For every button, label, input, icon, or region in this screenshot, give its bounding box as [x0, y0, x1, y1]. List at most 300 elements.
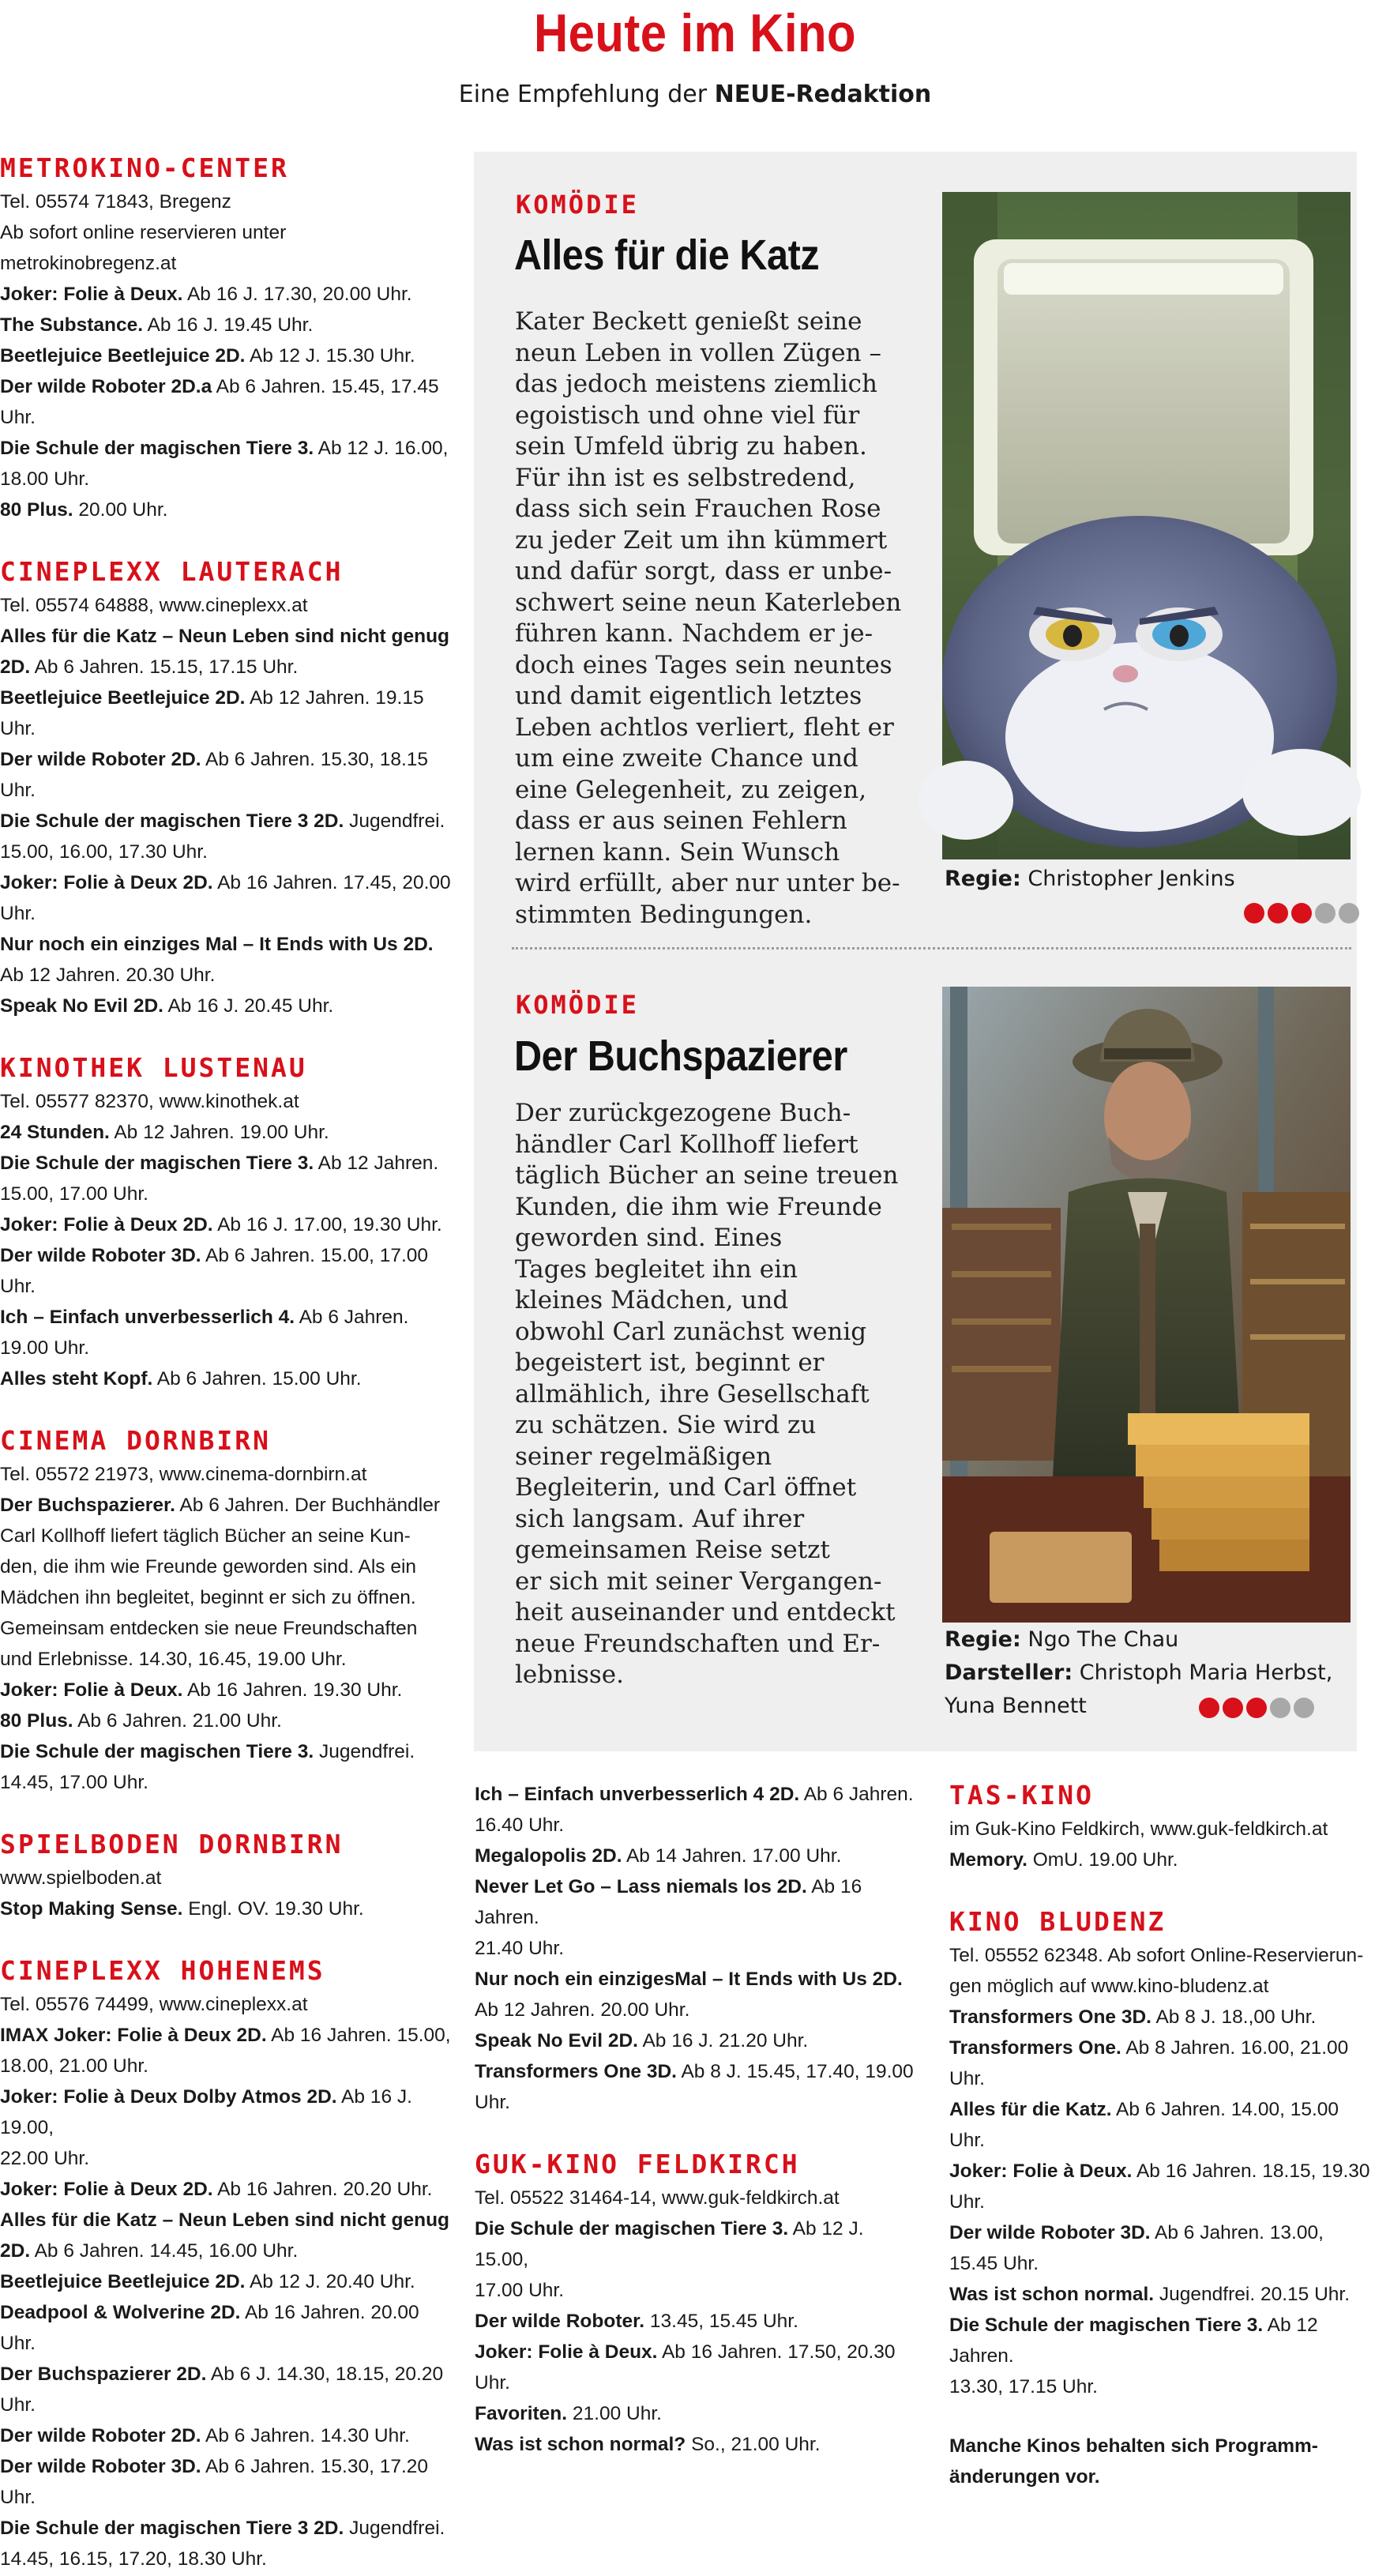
listing-title: Der wilde Roboter 2D. — [0, 2425, 201, 2446]
review-body-line: doch eines Tages sein neuntes — [515, 650, 892, 679]
listing-title: Alles steht Kopf. — [0, 1368, 153, 1390]
listing-title: Joker: Folie à Deux Dolby Atmos 2D. — [0, 2086, 337, 2108]
cinema-gap — [0, 1926, 454, 1953]
movie-still-bookshop-image — [942, 987, 1351, 1623]
listing-title: 80 Plus. — [0, 1710, 73, 1732]
listing-title: Der wilde Roboter 3D. — [0, 1245, 201, 1266]
listing-text: Tel. 05577 82370, www.kinothek.at — [0, 1091, 299, 1112]
review-body-line: Kater Beckett genießt seine — [515, 307, 862, 336]
listing-line — [0, 1459, 454, 1490]
rating-dot-empty — [1270, 1698, 1290, 1718]
listing-text: Ab 8 Jahren. 16.00, 21.00 Uhr. — [949, 2037, 1349, 2089]
listing-text: 18.00 Uhr. — [0, 468, 90, 490]
listing-line — [475, 1964, 917, 1995]
listing-text: Ab 12 J. 20.40 Uhr. — [245, 2271, 415, 2292]
listing-line — [0, 1148, 454, 1179]
listing-text: Ab 6 Jahren. 15.00, 17.00 Uhr. — [0, 1245, 428, 1297]
listing-text: Ab 16 J. 17.30, 20.00 Uhr. — [182, 284, 412, 305]
listing-title: Die Schule der magischen Tiere 3. — [949, 2315, 1264, 2336]
review-body-line: seiner regelmäßigen — [515, 1442, 772, 1471]
listing-text: Ab 14 Jahren. 17.00 Uhr. — [622, 1845, 842, 1867]
review-body-line: lebnisse. — [515, 1660, 625, 1689]
review-body-line: eine Gelegenheit, zu zeigen, — [515, 775, 867, 804]
review-body-line: händler Carl Kollhoff liefert — [515, 1130, 858, 1159]
listing-title: Der wilde Roboter. — [475, 2311, 645, 2332]
listing-line — [0, 2205, 454, 2236]
listing-line — [475, 1779, 917, 1810]
listing-title: Der wilde Roboter 2D.a — [0, 376, 212, 397]
listing-text: Ab 16 Jahren. 17.45, 20.00 — [212, 872, 451, 893]
listing-line — [0, 744, 454, 806]
credit-label: Regie: — [945, 1627, 1021, 1652]
listing-title: Beetlejuice Beetlejuice 2D. — [0, 2271, 246, 2292]
listing-text: den, die ihm wie Freunde geworden sind. Als ein — [0, 1556, 417, 1578]
listing-line — [0, 279, 454, 310]
listing-text: Ab 6 Jahren. 15.45, 17.45 Uhr. — [0, 376, 439, 428]
listing-line — [475, 2056, 917, 2118]
review-body-line: führen kann. Nachdem er je- — [515, 619, 873, 648]
listing-line — [0, 186, 454, 217]
listing-line — [949, 2279, 1376, 2310]
listing-title: Der wilde Roboter 2D. — [0, 749, 201, 770]
listing-title: Der wilde Roboter 3D. — [949, 2222, 1151, 2243]
rating-dot-filled — [1268, 903, 1288, 923]
listing-line — [0, 1705, 454, 1736]
listing-line — [0, 590, 454, 621]
listing-title: Die Schule der magischen Tiere 3. — [0, 438, 314, 459]
listing-line — [0, 1302, 454, 1333]
review-body-line: gemeinsamen Reise setzt — [515, 1536, 830, 1564]
subtitle-bold: NEUE-Redaktion — [714, 81, 932, 108]
listing-title: Alles für die Katz. — [949, 2099, 1112, 2120]
listing-text: 15.00, 16.00, 17.30 Uhr. — [0, 841, 208, 863]
listing-line — [0, 2420, 454, 2451]
listing-text: Engl. OV. 19.30 Uhr. — [182, 1898, 364, 1920]
listing-title: Der wilde Roboter 3D. — [0, 2456, 201, 2477]
review-body-line: egoistisch und ohne viel für — [515, 401, 860, 430]
review-body-line: sein Umfeld übrig zu haben. — [515, 432, 867, 461]
listing-line — [949, 1845, 1376, 1875]
listing-text: Ab sofort online reservieren unter — [0, 222, 287, 243]
listing-text: Ab 12 J. 15.00, — [475, 2218, 864, 2270]
listing-title: Was ist schon normal? — [475, 2434, 686, 2455]
listing-title: Der Buchspazierer. — [0, 1495, 175, 1516]
listing-line — [0, 1117, 454, 1148]
listing-title: Transformers One. — [949, 2037, 1121, 2059]
listing-line — [0, 2081, 454, 2143]
review-genre: KOMÖDIE — [516, 190, 639, 220]
listing-line — [475, 2025, 917, 2056]
listing-title: Joker: Folie à Deux. — [0, 1679, 183, 1701]
review-body — [515, 1098, 926, 1691]
cinema-gap — [475, 2119, 917, 2146]
listing-text: Ab 6 Jahren. Der Buchhändler — [175, 1495, 441, 1516]
review-body-line: Der zurückgezogene Buch- — [515, 1099, 851, 1127]
listing-text: Ab 6 Jahren. 15.00 Uhr. — [152, 1368, 362, 1390]
cinema-block — [0, 1050, 454, 1394]
right-listings-column — [949, 1777, 1376, 2494]
listing-line — [0, 991, 454, 1021]
listing-line — [0, 806, 454, 837]
listing-title: Beetlejuice Beetlejuice 2D. — [0, 687, 246, 709]
listing-line — [949, 2156, 1376, 2217]
listing-text: Gemeinsam entdecken sie neue Freundschaften — [0, 1618, 418, 1639]
listing-line — [0, 837, 454, 867]
listing-title: Joker: Folie à Deux 2D. — [0, 1214, 213, 1235]
listing-line — [949, 2033, 1376, 2094]
review-body-line: Kunden, die ihm wie Freunde — [515, 1192, 882, 1221]
listing-line — [475, 2183, 917, 2213]
review-credits — [945, 863, 1235, 896]
bookshop-illustration — [942, 987, 1351, 1623]
listing-title: 2D. — [0, 2240, 31, 2262]
listing-line — [0, 1521, 454, 1551]
listing-text: Ab 12 Jahren. 19.15 Uhr. — [0, 687, 424, 739]
listing-title: Beetlejuice Beetlejuice 2D. — [0, 345, 246, 367]
listing-text: Jugendfrei. 20.15 Uhr. — [1154, 2284, 1351, 2305]
listing-title: Die Schule der magischen Tiere 3. — [0, 1741, 314, 1762]
listing-text: Ab 16 Jahren. 15.00, — [266, 2025, 451, 2046]
listing-line — [949, 2094, 1376, 2156]
listing-line — [475, 2213, 917, 2275]
listing-line — [0, 217, 454, 248]
rating-dot-empty — [1315, 903, 1336, 923]
listing-title: Ich – Einfach unverbesserlich 4. — [0, 1307, 295, 1328]
listing-line — [0, 960, 454, 991]
listing-line — [0, 1863, 454, 1893]
listing-title: Deadpool & Wolverine 2D. — [0, 2302, 241, 2323]
movie-still-cat-image — [942, 192, 1351, 859]
listing-text: Tel. 05574 64888, www.cineplexx.at — [0, 595, 308, 616]
rating-dot-filled — [1244, 903, 1264, 923]
listing-line — [475, 1841, 917, 1871]
listing-text: Ab 16 Jahren. — [475, 1876, 862, 1928]
listing-line — [949, 2310, 1376, 2371]
cinema-block — [0, 150, 454, 525]
listing-title: Favoriten. — [475, 2403, 568, 2424]
listing-text: Ab 16 Jahren. 20.20 Uhr. — [212, 2179, 433, 2200]
review-separator — [512, 947, 1351, 950]
review-rating — [1199, 1698, 1314, 1718]
listing-text: 20.00 Uhr. — [73, 499, 168, 521]
listing-line — [949, 2002, 1376, 2033]
listing-text: 22.00 Uhr. — [0, 2148, 90, 2169]
credit-label: Regie: — [945, 867, 1021, 891]
listing-title: Die Schule der magischen Tiere 3 2D. — [0, 810, 344, 832]
listing-text: metrokinobregenz.at — [0, 253, 177, 274]
listing-line — [949, 2431, 1376, 2461]
listing-text: Ab 6 Jahren. 21.00 Uhr. — [73, 1710, 282, 1732]
cinema-gap — [949, 2404, 1376, 2431]
listing-line — [0, 1675, 454, 1705]
listing-text: 18.00, 21.00 Uhr. — [0, 2055, 148, 2077]
listing-text: 21.40 Uhr. — [475, 1938, 565, 1959]
review-body-line: obwohl Carl zunächst wenig — [515, 1317, 867, 1346]
listing-text: 17.00 Uhr. — [475, 2280, 565, 2301]
listing-line — [949, 2371, 1376, 2402]
listing-title: änderungen vor. — [949, 2466, 1100, 2488]
listing-title: 24 Stunden. — [0, 1122, 110, 1143]
listing-text: gen möglich auf www.kino-bludenz.at — [949, 1976, 1269, 1997]
listing-title: Speak No Evil 2D. — [475, 2030, 638, 2051]
cinema-block — [0, 1953, 454, 2574]
review-body — [515, 306, 926, 931]
review-body-line: stimmten Bedingungen. — [515, 900, 813, 929]
review-body-line: allmählich, ihre Gesellschaft — [515, 1379, 870, 1408]
listing-line — [949, 2217, 1376, 2279]
listing-text: Uhr. — [0, 903, 36, 924]
review-body-line: Begleiterin, und Carl öffnet — [515, 1473, 857, 1502]
review-body-line: begeistert ist, beginnt er — [515, 1348, 825, 1377]
listing-line — [475, 1933, 917, 1964]
listing-line — [0, 2051, 454, 2081]
listing-title: Joker: Folie à Deux. — [475, 2341, 658, 2363]
listing-line — [0, 1490, 454, 1521]
listing-line — [0, 1613, 454, 1644]
listing-line — [0, 1893, 454, 1924]
credit-line — [945, 1623, 1332, 1657]
listing-text: 14.45, 17.00 Uhr. — [0, 1772, 148, 1793]
listing-text: OmU. 19.00 Uhr. — [1027, 1849, 1178, 1871]
cinema-block — [475, 2146, 917, 2460]
listing-text: 13.45, 15.45 Uhr. — [644, 2311, 798, 2332]
review-body-line: und damit eigentlich letztes — [515, 682, 862, 710]
cinema-gap — [0, 1396, 454, 1423]
listing-line — [0, 2544, 454, 2574]
listing-line — [949, 1814, 1376, 1845]
listing-text: Ab 6 Jahren. 14.45, 16.00 Uhr. — [30, 2240, 299, 2262]
credit-line — [945, 863, 1235, 896]
cinema-block — [0, 554, 454, 1021]
listing-text: Ab 12 Jahren. — [314, 1153, 439, 1174]
listing-text: Tel. 05552 62348. Ab sofort Online-Reservierun- — [949, 1945, 1364, 1966]
cinema-block — [949, 2431, 1376, 2492]
listing-line — [0, 867, 454, 898]
listing-text: Ab 6 Jahren. 14.00, 15.00 Uhr. — [949, 2099, 1339, 2151]
listing-line — [0, 2451, 454, 2513]
listing-line — [0, 2020, 454, 2051]
cinema-block — [0, 1423, 454, 1798]
review-body-line: sich langsam. Auf ihrer — [515, 1504, 805, 1533]
listing-text: Jugendfrei. — [344, 810, 445, 832]
listing-title: Ich – Einfach unverbesserlich 4 2D. — [475, 1784, 800, 1805]
cinema-block — [949, 1777, 1376, 1875]
cinema-gap — [949, 1877, 1376, 1904]
listing-text: Tel. 05572 21973, www.cinema-dornbirn.at — [0, 1464, 367, 1485]
listing-line — [0, 371, 454, 433]
listing-line — [475, 1810, 917, 1841]
subtitle-prefix: Eine Empfehlung der — [458, 81, 715, 108]
rating-dot-empty — [1339, 903, 1359, 923]
listing-text: Ab 16 J. 19.45 Uhr. — [143, 314, 314, 336]
review-body-line: zu schätzen. Sie wird zu — [515, 1411, 817, 1439]
review-body-line: wird erfüllt, aber nur unter be- — [515, 869, 900, 897]
listing-line — [475, 2275, 917, 2306]
review-body-line: Leben achtlos verliert, fleht er — [515, 713, 894, 742]
listing-text: 21.00 Uhr. — [567, 2403, 662, 2424]
listing-text: im Guk-Kino Feldkirch, www.guk-feldkirch.at — [949, 1818, 1328, 1840]
review-body-line: schwert seine neun Katerleben — [515, 588, 902, 617]
listing-title: Nur noch ein einziges Mal – It Ends with Us 2D. — [0, 934, 434, 955]
listing-text: Ab 6 J. 14.30, 18.15, 20.20 Uhr. — [0, 2364, 444, 2416]
listing-line — [0, 1209, 454, 1240]
credit-line — [945, 1657, 1332, 1690]
review-body-line: dass sich sein Frauchen Rose — [515, 495, 881, 523]
listing-text: 19.00 Uhr. — [0, 1337, 90, 1359]
listing-title: Nur noch ein einzigesMal – It Ends with Us 2D. — [475, 1969, 903, 1990]
listing-text: 14.45, 16.15, 17.20, 18.30 Uhr. — [0, 2548, 267, 2570]
review-body-line: zu jeder Zeit um ihn kümmert — [515, 525, 888, 555]
cinema-block — [475, 1779, 917, 2118]
review-body-line: Tages begleitet ihn ein — [515, 1254, 798, 1284]
cinema-name: CINEPLEXX HOHENEMS — [0, 1955, 325, 1986]
listing-title: Transformers One 3D. — [475, 2061, 677, 2082]
listing-line — [0, 433, 454, 464]
listing-line — [0, 652, 454, 683]
credit-value: Yuna Bennett — [945, 1694, 1087, 1718]
listing-title: Die Schule der magischen Tiere 3 2D. — [0, 2518, 344, 2539]
listing-text: Ab 6 Jahren. 15.30, 17.20 Uhr. — [0, 2456, 428, 2508]
cat-illustration — [942, 192, 1351, 859]
listing-line — [475, 1871, 917, 1933]
listing-text: www.spielboden.at — [0, 1867, 162, 1889]
listing-title: Alles für die Katz – Neun Leben sind nicht genug — [0, 2209, 450, 2231]
review-body-line: lernen kann. Sein Wunsch — [515, 837, 840, 867]
listing-title: Joker: Folie à Deux 2D. — [0, 872, 213, 893]
listing-title: IMAX Joker: Folie à Deux 2D. — [0, 2025, 267, 2046]
listing-title: The Substance. — [0, 314, 144, 336]
review-body-line: dass er aus seinen Fehlern — [515, 807, 847, 835]
listing-text: Ab 12 Jahren. — [949, 2315, 1318, 2367]
listing-text: Carl Kollhoff liefert täglich Bücher an seine Kun- — [0, 1525, 411, 1547]
listing-line — [0, 1736, 454, 1767]
listing-line — [475, 2398, 917, 2429]
listing-line — [0, 1582, 454, 1613]
cinema-name: TAS-KINO — [949, 1780, 1094, 1811]
listing-text: Ab 16 Jahren. 18.15, 19.30 Uhr. — [949, 2160, 1370, 2213]
cinema-name: SPIELBODEN DORNBIRN — [0, 1829, 344, 1860]
listing-line — [949, 2461, 1376, 2492]
cinema-name: KINO BLUDENZ — [949, 1906, 1166, 1937]
review-title: Alles für die Katz — [514, 231, 820, 279]
review-body-line: geworden sind. Eines — [515, 1224, 783, 1252]
rating-dot-filled — [1246, 1698, 1267, 1718]
credit-label: Darsteller: — [945, 1660, 1073, 1685]
left-listings-column — [0, 150, 454, 2576]
listing-line — [0, 2297, 454, 2359]
listing-text: Ab 16 Jahren. 20.00 Uhr. — [0, 2302, 419, 2354]
rating-dot-filled — [1291, 903, 1312, 923]
listing-text: und Erlebnisse. 14.30, 16.45, 19.00 Uhr. — [0, 1649, 347, 1670]
listing-text: Ab 12 Jahren. 20.30 Uhr. — [0, 965, 216, 986]
listing-line — [0, 683, 454, 744]
listing-title: Megalopolis 2D. — [475, 1845, 622, 1867]
listing-text: 15.00, 17.00 Uhr. — [0, 1183, 148, 1205]
review-body-line: neue Freundschaften und Er- — [515, 1629, 881, 1658]
listing-line — [0, 1363, 454, 1394]
listing-text: Jugendfrei. — [314, 1741, 415, 1762]
listing-text: Ab 6 Jahren. — [799, 1784, 914, 1805]
listing-text: Ab 12 Jahren. 19.00 Uhr. — [109, 1122, 329, 1143]
cinema-name: CINEMA DORNBIRN — [0, 1425, 272, 1456]
listing-title: 2D. — [0, 656, 31, 678]
listing-line — [0, 2359, 454, 2420]
listing-title: Alles für die Katz – Neun Leben sind nicht genug — [0, 626, 450, 647]
listing-title: Joker: Folie à Deux. — [0, 284, 183, 305]
listing-title: Die Schule der magischen Tiere 3. — [475, 2218, 789, 2239]
cinema-gap — [0, 1023, 454, 1050]
listing-text: Tel. 05574 71843, Bregenz — [0, 191, 231, 212]
review-genre: KOMÖDIE — [516, 990, 639, 1020]
rating-dot-filled — [1223, 1698, 1243, 1718]
listing-line — [0, 1989, 454, 2020]
listing-line — [0, 929, 454, 960]
listing-line — [0, 1767, 454, 1798]
listing-line — [0, 1551, 454, 1582]
listing-text: 13.30, 17.15 Uhr. — [949, 2376, 1098, 2397]
review-body-line: heit auseinander und entdeckt — [515, 1598, 896, 1626]
listing-text: Jugendfrei. — [344, 2518, 445, 2539]
cinema-name: KINOTHEK LUSTENAU — [0, 1052, 307, 1083]
credit-value: Christoph Maria Herbst, — [1073, 1660, 1333, 1685]
listing-text: Ab 8 J. 15.45, 17.40, 19.00 Uhr. — [475, 2061, 914, 2113]
review-body-line: Für ihn ist es selbstredend, — [515, 463, 856, 492]
listing-text: Ab 16 J. 20.45 Uhr. — [163, 995, 334, 1017]
listing-line — [0, 248, 454, 279]
rating-dot-filled — [1199, 1698, 1219, 1718]
listing-line — [0, 2513, 454, 2544]
listing-title: Joker: Folie à Deux 2D. — [0, 2179, 213, 2200]
listing-line — [0, 495, 454, 525]
page-subtitle — [0, 77, 1390, 112]
listing-text: Tel. 05522 31464-14, www.guk-feldkirch.at — [475, 2187, 840, 2209]
review-body-line: kleines Mädchen, und — [515, 1286, 789, 1314]
listing-line — [0, 464, 454, 495]
listing-line — [0, 1086, 454, 1117]
listing-line — [0, 1333, 454, 1363]
listing-text: Ab 16 J. 19.00, — [0, 2086, 412, 2138]
listing-line — [475, 2306, 917, 2337]
listing-line — [0, 898, 454, 929]
cinema-gap — [0, 527, 454, 554]
cinema-name: GUK-KINO FELDKIRCH — [475, 2149, 800, 2179]
listing-title: Was ist schon normal. — [949, 2284, 1155, 2305]
listing-line — [0, 2266, 454, 2297]
rating-dot-empty — [1294, 1698, 1314, 1718]
listing-text: Ab 6 Jahren. 13.00, 15.45 Uhr. — [949, 2222, 1324, 2274]
listing-text: Ab 16 J. 21.20 Uhr. — [637, 2030, 809, 2051]
listing-text: Mädchen ihn begleitet, beginnt er sich zu öffnen. — [0, 1587, 416, 1608]
listing-text: Ab 8 J. 18.,00 Uhr. — [1151, 2006, 1317, 2028]
listing-line — [0, 621, 454, 652]
listing-line — [475, 1995, 917, 2025]
listing-title: Die Schule der magischen Tiere 3. — [0, 1153, 314, 1174]
cinema-name: CINEPLEXX LAUTERACH — [0, 556, 344, 587]
review-body-line: um eine zweite Chance und — [515, 744, 858, 773]
listing-title: Joker: Folie à Deux. — [949, 2160, 1133, 2182]
listing-title: Speak No Evil 2D. — [0, 995, 163, 1017]
review-rating — [1244, 903, 1359, 923]
listing-line — [0, 1644, 454, 1675]
listing-text: So., 21.00 Uhr. — [686, 2434, 821, 2455]
listing-text: Ab 16 Jahren. 19.30 Uhr. — [182, 1679, 403, 1701]
credit-value: Ngo The Chau — [1020, 1627, 1179, 1652]
listing-line — [0, 2143, 454, 2174]
listing-text: 16.40 Uhr. — [475, 1814, 565, 1836]
listing-text: Ab 12 J. 16.00, — [314, 438, 449, 459]
listing-line — [0, 2236, 454, 2266]
listing-text: Ab 6 Jahren. 15.15, 17.15 Uhr. — [30, 656, 299, 678]
